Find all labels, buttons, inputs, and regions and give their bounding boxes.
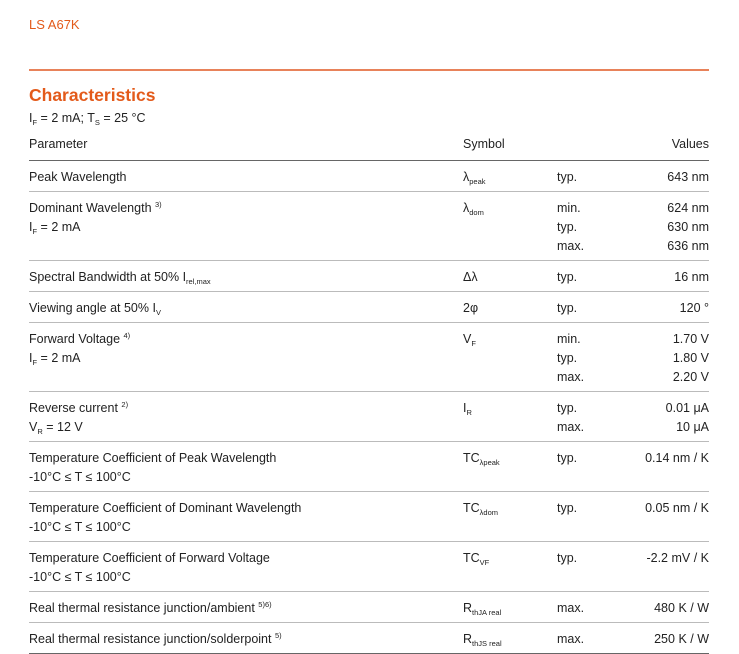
value-cell: [579, 630, 709, 649]
table-row: [29, 542, 709, 592]
symbol: $TC_{\lambda dom}$: [463, 501, 499, 517]
table-row: [29, 261, 709, 292]
parameter-cell: [29, 449, 449, 487]
symbol: $TC_{VF}$: [463, 551, 490, 567]
symbol-cell: [463, 630, 553, 649]
value-cell: [579, 599, 709, 618]
footnote-ref: 2): [121, 400, 129, 409]
symbol-cell: [463, 549, 553, 568]
section-title: Characteristics: [29, 85, 156, 105]
symbol-subscript: thJS real: [472, 639, 502, 648]
value-cell: [579, 268, 709, 287]
qualifier: typ.: [557, 351, 578, 365]
value: 0.05 nm / K: [645, 501, 709, 515]
qualifier: typ.: [557, 270, 578, 284]
parameter-line: Peak Wavelength: [29, 170, 127, 184]
symbol-subscript: λdom: [479, 508, 499, 517]
table-row: [29, 323, 709, 392]
symbol: $TC_{\lambda peak}$: [463, 451, 500, 467]
symbol: $R_{thJS real}$: [463, 632, 502, 648]
parameter-line: Spectral Bandwidth at 50% $I_{rel,max}$: [29, 270, 211, 286]
parameter-line: Viewing angle at 50% $I_V$: [29, 301, 161, 317]
subscript: F: [32, 227, 38, 236]
header-symbol: Symbol: [463, 137, 505, 151]
qualifier: max.: [557, 239, 585, 253]
parameter-line: Dominant Wavelength $^{3)}$: [29, 200, 162, 215]
parameter-cell: [29, 268, 449, 287]
test-conditions: $I_F = 2$ mA; $T_S = 25$ °C: [29, 111, 146, 127]
qualifier: max.: [557, 420, 585, 434]
parameter-line: Temperature Coefficient of Forward Voltage: [29, 551, 270, 565]
value: 16 nm: [674, 270, 709, 284]
parameter-cell: [29, 549, 449, 587]
value-cell: [579, 449, 709, 468]
qualifier: typ.: [557, 501, 578, 515]
table-row: [29, 292, 709, 323]
value: 480 K / W: [654, 601, 709, 615]
symbol-subscript: VF: [479, 558, 490, 567]
qualifier: typ.: [557, 451, 578, 465]
value-cell: [579, 168, 709, 187]
footnote-ref: 4): [123, 331, 131, 340]
symbol-cell: [463, 449, 553, 468]
subscript: rel,max: [186, 277, 211, 286]
value-cell: [579, 299, 709, 318]
value: 250 K / W: [654, 632, 709, 646]
symbol-cell: [463, 268, 553, 287]
symbol: $\lambda_{peak}$: [463, 170, 486, 186]
parameter-line: Real thermal resistance junction/ambient $^{5)6)}$: [29, 600, 272, 615]
value: 0.01 μA: [665, 401, 709, 415]
symbol-cell: [463, 330, 553, 349]
qualifier: typ.: [557, 220, 578, 234]
symbol-cell: [463, 499, 553, 518]
subscript: F: [32, 358, 38, 367]
qualifier: typ.: [557, 301, 578, 315]
value: 120 °: [679, 301, 709, 315]
footnote-ref: 3): [155, 200, 162, 209]
symbol-subscript: thJA real: [472, 608, 502, 617]
parameter-cell: [29, 630, 449, 649]
header-divider: [29, 69, 709, 71]
value: -2.2 mV / K: [646, 551, 709, 565]
footnote-ref: 5)6): [258, 600, 272, 609]
table-row: [29, 192, 709, 261]
symbol: 2φ: [463, 301, 479, 315]
header-values: Values: [671, 137, 709, 151]
qualifier: max.: [557, 601, 585, 615]
symbol-subscript: λpeak: [479, 458, 500, 467]
value: 10 μA: [676, 420, 709, 434]
symbol-subscript: R: [466, 408, 472, 417]
value: 2.20 V: [672, 370, 709, 384]
symbol: Δλ: [463, 270, 478, 284]
table-row: [29, 492, 709, 542]
parameter-cell: [29, 168, 449, 187]
footnote-ref: 5): [274, 631, 282, 640]
table-row: [29, 623, 709, 654]
parameter-cell: [29, 399, 449, 437]
parameter-line: Real thermal resistance junction/solderpoint $^{5)}$: [29, 631, 282, 646]
qualifier: typ.: [557, 551, 578, 565]
symbol-cell: [463, 399, 553, 418]
symbol-cell: [463, 599, 553, 618]
symbol: $V_F$: [463, 332, 476, 348]
value: 0.14 nm / K: [645, 451, 709, 465]
parameter-cell: [29, 499, 449, 537]
value: 1.70 V: [672, 332, 709, 346]
parameter-line: -10°C ≤ T ≤ 100°C: [29, 570, 131, 584]
symbol-subscript: dom: [469, 208, 484, 217]
table-row: [29, 442, 709, 492]
value: 636 nm: [667, 239, 709, 253]
symbol-cell: [463, 199, 553, 218]
header-parameter: Parameter: [29, 137, 88, 151]
symbol: $I_R$: [463, 401, 472, 417]
parameter-cell: [29, 199, 449, 237]
parameter-line: Forward Voltage $^{4)}$: [29, 331, 131, 346]
table-row: [29, 161, 709, 192]
value-cell: [579, 499, 709, 518]
parameter-line: -10°C ≤ T ≤ 100°C: [29, 520, 131, 534]
parameter-cell: [29, 330, 449, 368]
qualifier: min.: [557, 201, 581, 215]
parameter-line: -10°C ≤ T ≤ 100°C: [29, 470, 131, 484]
value-cell: [579, 549, 709, 568]
symbol: $\lambda_{dom}$: [463, 201, 484, 217]
value: 624 nm: [667, 201, 709, 215]
value: 643 nm: [667, 170, 709, 184]
value-cell: [579, 199, 709, 256]
value: 1.80 V: [672, 351, 709, 365]
qualifier: typ.: [557, 170, 578, 184]
parameter-line: Temperature Coefficient of Peak Wavelength: [29, 451, 277, 465]
qualifier: min.: [557, 332, 581, 346]
value-cell: [579, 330, 709, 387]
qualifier: max.: [557, 370, 585, 384]
symbol-subscript: F: [471, 339, 476, 348]
parameter-line: Reverse current $^{2)}$: [29, 400, 129, 415]
product-code: LS A67K: [29, 17, 80, 32]
value-cell: [579, 399, 709, 437]
parameter-line: $I_F = 2$ mA: [29, 351, 81, 367]
table-header: [29, 137, 709, 157]
parameter-line: Temperature Coefficient of Dominant Wavelength: [29, 501, 302, 515]
symbol-cell: [463, 168, 553, 187]
parameter-cell: [29, 299, 449, 318]
subscript: R: [37, 427, 43, 436]
table-row: [29, 392, 709, 442]
table-row: [29, 592, 709, 623]
parameter-line: $I_F = 2$ mA: [29, 220, 81, 236]
qualifier: typ.: [557, 401, 578, 415]
value: 630 nm: [667, 220, 709, 234]
symbol: $R_{thJA real}$: [463, 601, 502, 617]
symbol-subscript: peak: [469, 177, 486, 186]
parameter-line: $V_R = 12$ V: [29, 420, 83, 436]
qualifier: max.: [557, 632, 585, 646]
symbol-cell: [463, 299, 553, 318]
subscript: V: [155, 308, 161, 317]
parameter-cell: [29, 599, 449, 618]
